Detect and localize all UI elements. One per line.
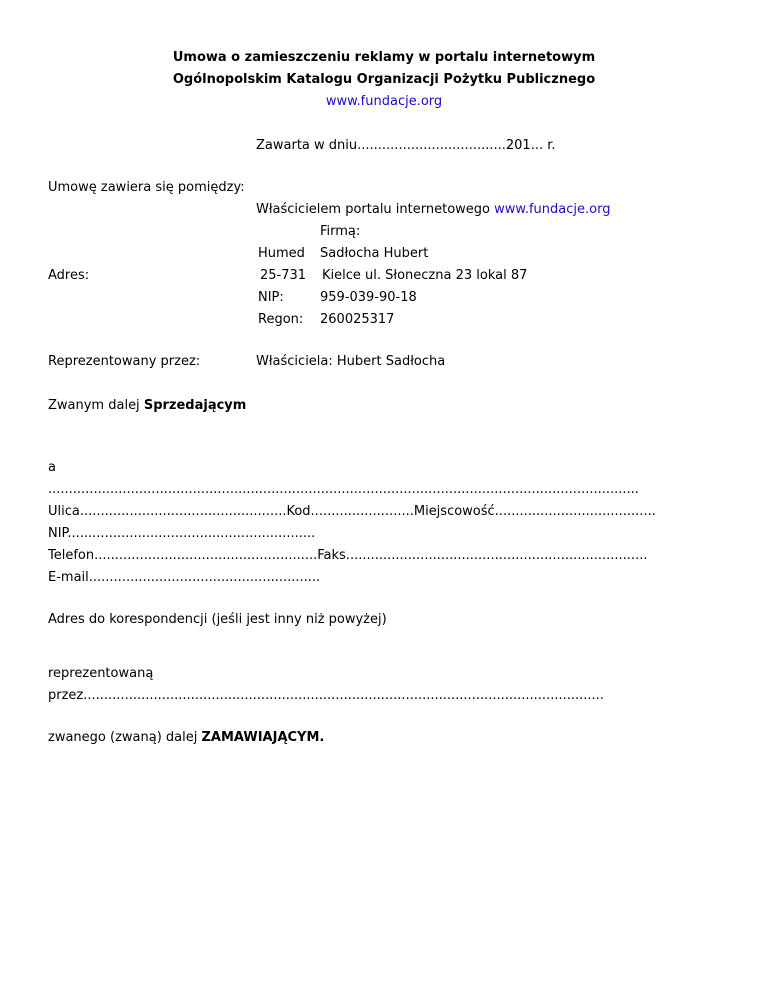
address-label: Adres: — [48, 268, 90, 283]
represented-label: reprezentowaną — [48, 666, 154, 681]
regon-label: Regon: — [258, 312, 304, 327]
nip-value: 959-039-90-18 — [320, 290, 417, 305]
buyer-called-name: ZAMAWIAJĄCYM. — [201, 730, 325, 745]
nip-label: NIP: — [258, 290, 284, 305]
owner-text: Właścicielem portalu internetowego — [256, 202, 490, 217]
represented-by-line: przez.............................................................................................................................. — [48, 688, 604, 703]
buyer-a: a — [48, 460, 56, 475]
company-name-value: Sadłocha Hubert — [320, 246, 429, 261]
company-name-label: Humed — [258, 246, 305, 261]
buyer-called-prefix: zwanego (zwaną) dalej — [48, 730, 198, 745]
seller-prefix: Zwanym dalej — [48, 398, 140, 413]
title-line-1: Umowa o zamieszczeniu reklamy w portalu internetowym — [172, 50, 596, 65]
email-line: E-mail........................................................ — [48, 570, 321, 585]
company-label: Firmą: — [320, 224, 361, 239]
buyer-name-dots: ............................................................................................................................................... — [48, 482, 639, 497]
street-line: Ulica..................................................Kod.........................Miejscowość....................................... — [48, 504, 656, 519]
buyer-called-line — [48, 730, 324, 746]
correspondence-address: Adres do korespondencji (jeśli jest inny niż powyżej) — [48, 612, 387, 627]
title-link[interactable]: www.fundacje.org — [325, 94, 443, 109]
seller-name: Sprzedającym — [143, 398, 247, 413]
buyer-nip-line: NIP............................................................ — [48, 526, 316, 541]
address-value: Kielce ul. Słoneczna 23 lokal 87 — [322, 268, 528, 283]
regon-value: 260025317 — [320, 312, 395, 327]
postal-code: 25-731 — [260, 268, 307, 283]
title-line-2: Ogólnopolskim Katalogu Organizacji Pożytku Publicznego — [172, 72, 596, 87]
parties-intro: Umowę zawiera się pomiędzy: — [48, 180, 245, 195]
seller-line — [48, 398, 246, 414]
representative-value: Właściciela: Hubert Sadłocha — [256, 354, 446, 369]
concluded-date-line: Zawarta w dniu....................................201... r. — [256, 138, 556, 153]
owner-line — [256, 202, 610, 218]
owner-link[interactable]: www.fundacje.org — [494, 202, 611, 217]
representative-label: Reprezentowany przez: — [48, 354, 201, 369]
phone-fax-line: Telefon......................................................Faks......................................................................... — [48, 548, 648, 563]
